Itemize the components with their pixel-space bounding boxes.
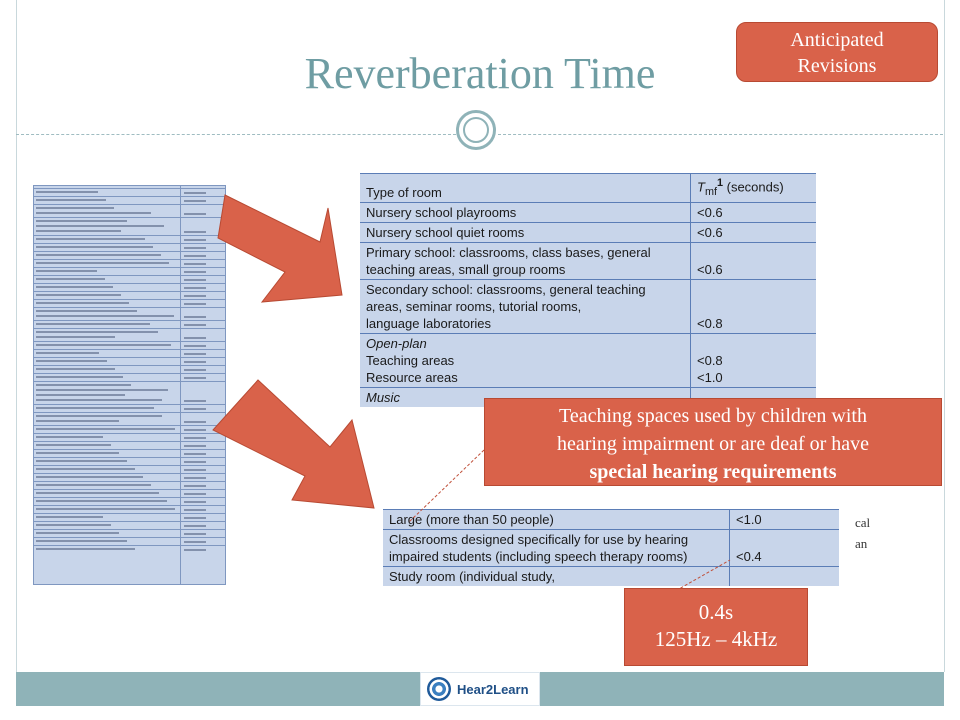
teaching-line-2: hearing impairment or are deaf or have bbox=[556, 433, 870, 455]
hear2learn-logo-icon bbox=[427, 677, 451, 701]
side-text-2: an bbox=[855, 536, 868, 551]
table-row: Study room (individual study, bbox=[383, 567, 839, 587]
revisions-line-1: Anticipated bbox=[790, 29, 884, 51]
table-row: Secondary school: classrooms, general teaching areas, seminar rooms, tutorial rooms, language laboratories <0.8 bbox=[360, 279, 816, 333]
side-text-1: cal bbox=[855, 515, 871, 530]
table-row: Large (more than 50 people) <1.0 bbox=[383, 510, 839, 530]
table-row: Classrooms designed specifically for use by hearing impaired students (including speech therapy rooms) <0.4 bbox=[383, 530, 839, 567]
table-row: Nursery school quiet rooms <0.6 bbox=[360, 222, 816, 242]
logo-text: Hear2Learn bbox=[457, 681, 529, 697]
arrow-down-right-icon bbox=[213, 380, 374, 508]
footer-logo bbox=[420, 672, 540, 706]
frequency-callout bbox=[624, 588, 808, 666]
arrow-right-icon bbox=[218, 195, 342, 302]
header-room: Type of room bbox=[360, 174, 691, 203]
leader-line-teach bbox=[409, 450, 484, 522]
freq-line-2: 125Hz – 4kHz bbox=[654, 627, 778, 651]
freq-line-1: 0.4s bbox=[698, 600, 734, 624]
slide-title: Reverberation Time bbox=[304, 49, 656, 98]
header-time: $T_{mf}^1$ (seconds) bbox=[691, 174, 817, 203]
table-row: Open-plan Teaching areas Resource areas <0.8 <1.0 bbox=[360, 333, 816, 387]
table-row: Music bbox=[360, 387, 816, 407]
teaching-callout bbox=[484, 398, 942, 486]
teaching-line-1: Teaching spaces used by children with bbox=[559, 405, 867, 427]
table-row: Nursery school playrooms <0.6 bbox=[360, 202, 816, 222]
revisions-line-2: Revisions bbox=[797, 55, 877, 77]
teaching-line-3: special hearing requirements bbox=[589, 461, 837, 483]
table-row: Primary school: classrooms, class bases, general teaching areas, small group rooms <0.6 bbox=[360, 242, 816, 279]
